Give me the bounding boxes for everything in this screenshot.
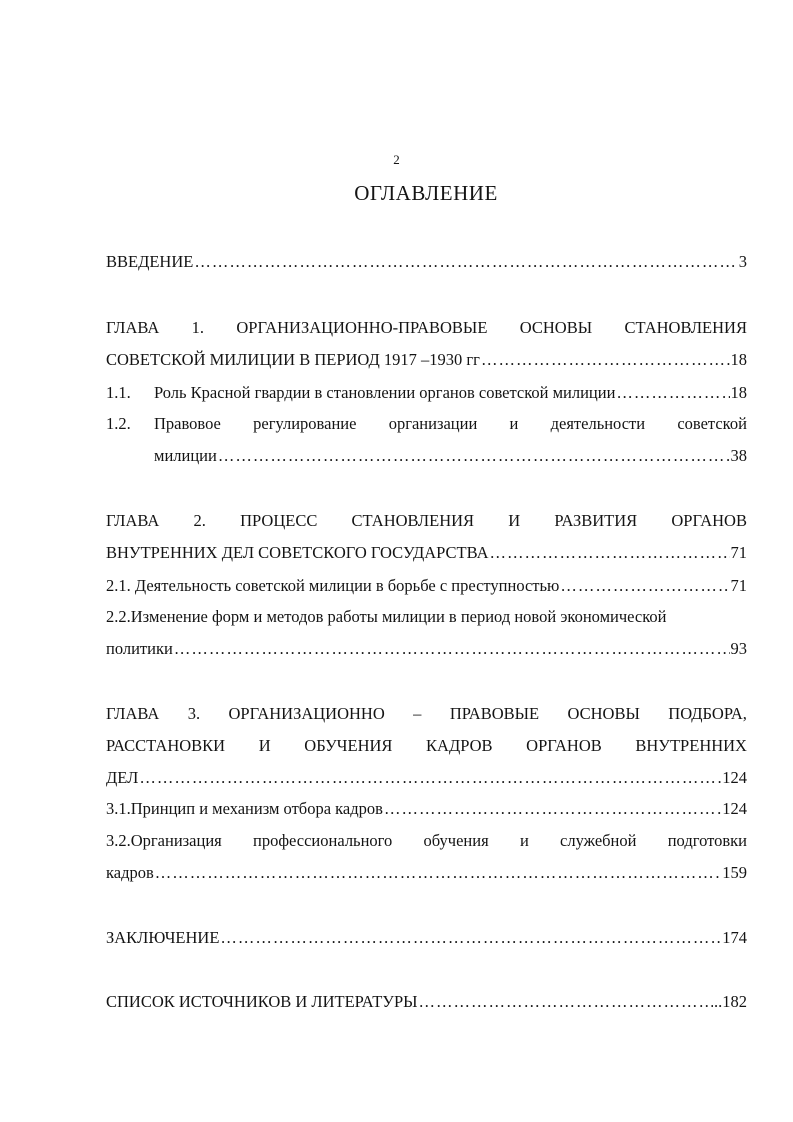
toc-title: ОГЛАВЛЕНИЕ: [354, 181, 498, 205]
toc-section-3-1[interactable]: 3.1.Принцип и механизм отбора кадров ………………………………………………………………………………………………………………………………………………………… 124: [106, 798, 747, 820]
toc-entry-page: 174: [722, 928, 747, 947]
toc-section-1-2-line-1[interactable]: 1.2.: [106, 414, 131, 433]
dot-leader: [616, 382, 729, 404]
toc-chapter-1-line-1[interactable]: ГЛАВА 1. ОРГАНИЗАЦИОННО-ПРАВОВЫЕ ОСНОВЫ СТАНОВЛЕНИЯ: [106, 318, 747, 337]
toc-entry-page: 3: [738, 252, 747, 271]
dot-leader: [194, 251, 737, 273]
toc-entry-conclusion[interactable]: ЗАКЛЮЧЕНИЕ ………………………………………………………………………………………………………………………………………………………… 174: [106, 927, 747, 949]
toc-entry-page: 159: [722, 863, 747, 882]
toc-chapter-3-line-2[interactable]: РАССТАНОВКИ И ОБУЧЕНИЯ КАДРОВ ОРГАНОВ ВНУТРЕННИХ: [106, 736, 747, 755]
dot-leader: [419, 991, 713, 1013]
toc-section-3-2-line-2[interactable]: кадров ………………………………………………………………………………………………………………………………………………………… 159: [106, 862, 747, 884]
toc-entry-page: 18: [730, 383, 747, 402]
toc-section-2-2-line-2[interactable]: политики ………………………………………………………………………………………………………………………………………………………… 93: [106, 638, 747, 660]
dot-leader: [174, 638, 730, 660]
toc-chapter-1-line-2[interactable]: СОВЕТСКОЙ МИЛИЦИИ В ПЕРИОД 1917 –1930 гг ………………………………………………………………………………………………………………………………………………………… .18: [106, 349, 747, 371]
toc-section-3-2-line-1[interactable]: 3.2.Организация профессионального обучения и служебной подготовки: [106, 831, 747, 850]
toc-entry-page: ..182: [714, 992, 747, 1011]
toc-section-2-2-line-1[interactable]: 2.2.Изменение форм и методов работы милиции в период новой экономической: [106, 607, 667, 626]
dot-leader: [218, 445, 730, 467]
toc-chapter-2-line-1[interactable]: ГЛАВА 2. ПРОЦЕСС СТАНОВЛЕНИЯ И РАЗВИТИЯ ОРГАНОВ: [106, 511, 747, 530]
toc-entry-page: 124: [722, 768, 747, 787]
toc-chapter-2-line-2[interactable]: ВНУТРЕННИХ ДЕЛ СОВЕТСКОГО ГОСУДАРСТВА ………………………………………………………………………………………………………………………………………………………… 71: [106, 542, 747, 564]
page-number: 2: [393, 152, 400, 167]
toc-section-1-2-title[interactable]: Правовое регулирование организации и деятельности советской: [154, 414, 747, 433]
toc-entry-intro[interactable]: [106, 251, 747, 273]
toc-entry-references[interactable]: СПИСОК ИСТОЧНИКОВ И ЛИТЕРАТУРЫ ………………………………………………………………………………………………………………………………………………………… ..182: [106, 991, 747, 1013]
toc-chapter-3-line-3[interactable]: ДЕЛ ………………………………………………………………………………………………………………………………………………………… 124: [106, 767, 747, 789]
dot-leader: [384, 798, 721, 820]
dot-leader: [560, 575, 729, 597]
toc-entry-page: 71: [730, 576, 747, 595]
dot-leader: [155, 862, 721, 884]
toc-chapter-3-line-1[interactable]: ГЛАВА 3. ОРГАНИЗАЦИОННО – ПРАВОВЫЕ ОСНОВЫ ПОДБОРА,: [106, 704, 747, 723]
toc-section-2-1[interactable]: 2.1. Деятельность советской милиции в борьбе с преступностью ………………………………………………………………………………………………………………………………………………………… 71: [106, 575, 747, 597]
dot-leader: [139, 767, 721, 789]
toc-section-1-2-line-2[interactable]: милиции ………………………………………………………………………………………………………………………………………………………… 38: [154, 445, 747, 467]
toc-entry-page: 71: [730, 543, 747, 562]
toc-entry-page: 93: [730, 639, 747, 658]
toc-entry-label: ВВЕДЕНИЕ: [106, 252, 194, 271]
dot-leader: [481, 349, 725, 371]
toc-section-1-1[interactable]: 1.1. Роль Красной гвардии в становлении органов советской милиции ………………………………………………………………………………………………………………………………………………………… 18: [106, 382, 747, 404]
dot-leader: [220, 927, 721, 949]
toc-entry-page: 38: [730, 446, 747, 465]
dot-leader: [490, 542, 730, 564]
toc-entry-page: 124: [722, 799, 747, 818]
toc-entry-page: .18: [726, 350, 747, 369]
